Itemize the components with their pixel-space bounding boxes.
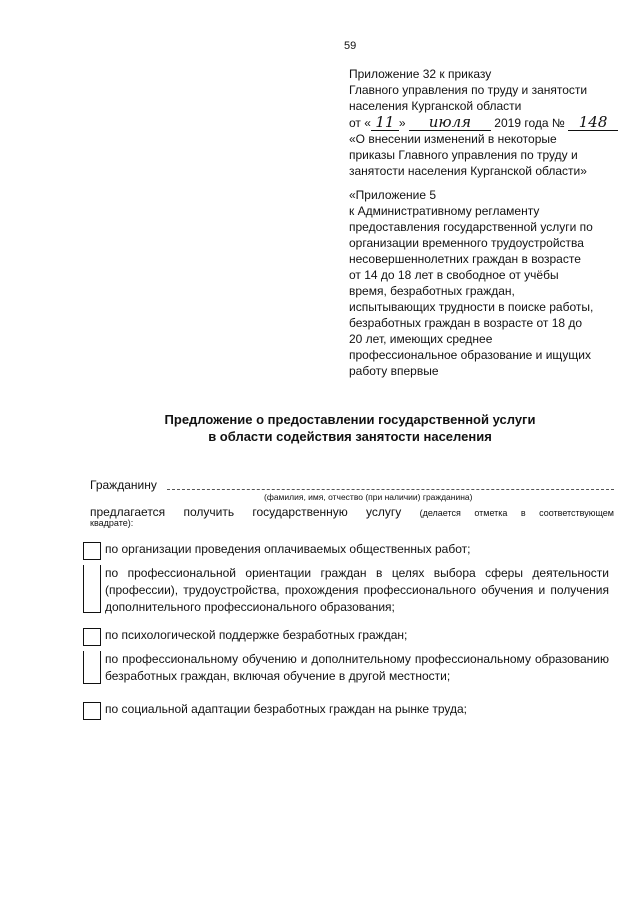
annex5-line: безработных граждан в возрасте от 18 до [349,316,583,330]
annex-5-header [349,187,621,379]
handwritten-day: 11 [371,114,399,131]
option-label: по организации проведения оплачиваемых общественных работ; [105,542,471,556]
annex5-line: организации временного трудоустройства [349,236,584,250]
annex-line: населения Курганской области [349,99,522,113]
annex5-line: к Административному регламенту [349,204,540,218]
date-year: 2019 года № [494,116,565,130]
annex-line: Приложение 32 к приказу [349,67,492,81]
date-prefix: от « [349,116,371,130]
date-mid: » [398,116,406,130]
annex5-line: время, безработных граждан, [349,284,515,298]
annex-date-line [349,114,621,131]
citizen-name-field[interactable] [167,489,614,490]
offer-line [90,505,614,519]
option-checkbox[interactable] [83,565,101,613]
page-number: 59 [344,40,357,52]
option-label: по профессиональной ориентации граждан в целях выбора сферы деятельности (профессии), трудоустройства, прохождения профессионального обучения и получения дополнительного профессионального образования; [105,566,609,614]
annex5-line: несовершеннолетних граждан в возрасте [349,252,581,266]
annex5-line: профессиональное образование и ищущих [349,348,592,362]
offer-main: предлагается получить государственную услугу [90,505,402,519]
annex5-line: предоставления государственной услуги по [349,220,593,234]
handwritten-month: июля [409,114,491,131]
handwritten-order-number: 148 [568,114,618,131]
option-checkbox[interactable] [83,651,101,684]
citizen-name-hint: (фамилия, имя, отчество (при наличии) гражданина) [264,492,473,502]
annex-32-header [349,66,621,179]
option-checkbox[interactable] [83,542,101,560]
annex5-line: работу впервые [349,364,439,378]
annex-line: Главного управления по труду и занятости [349,83,588,97]
option-label: по социальной адаптации безработных граждан на рынке труда; [105,702,468,716]
annex-line: приказы Главного управления по труду и [349,148,578,162]
annex5-line: 20 лет, имеющих среднее [349,332,493,346]
offer-note: (делается отметка в соответствующем [419,508,614,518]
annex5-line: испытывающих трудности в поиске работы, [349,300,594,314]
option-checkbox[interactable] [83,628,101,646]
document-title [110,411,590,445]
citizen-label: Гражданину [90,478,157,492]
annex-line: занятости населения Курганской области» [349,164,587,178]
offer-note-end: квадрате): [90,518,134,528]
option-label: по профессиональному обучению и дополнительному профессиональному образованию безработных граждан, включая обучение в другой местности; [105,652,609,683]
title-line-2: в области содействия занятости населения [208,429,492,444]
annex-line: «О внесении изменений в некоторые [349,132,557,146]
annex5-line: от 14 до 18 лет в свободное от учёбы [349,268,559,282]
option-label: по психологической поддержке безработных граждан; [105,628,408,642]
title-line-1: Предложение о предоставлении государственной услуги [164,412,536,427]
option-checkbox[interactable] [83,702,101,720]
annex5-line: «Приложение 5 [349,188,437,202]
